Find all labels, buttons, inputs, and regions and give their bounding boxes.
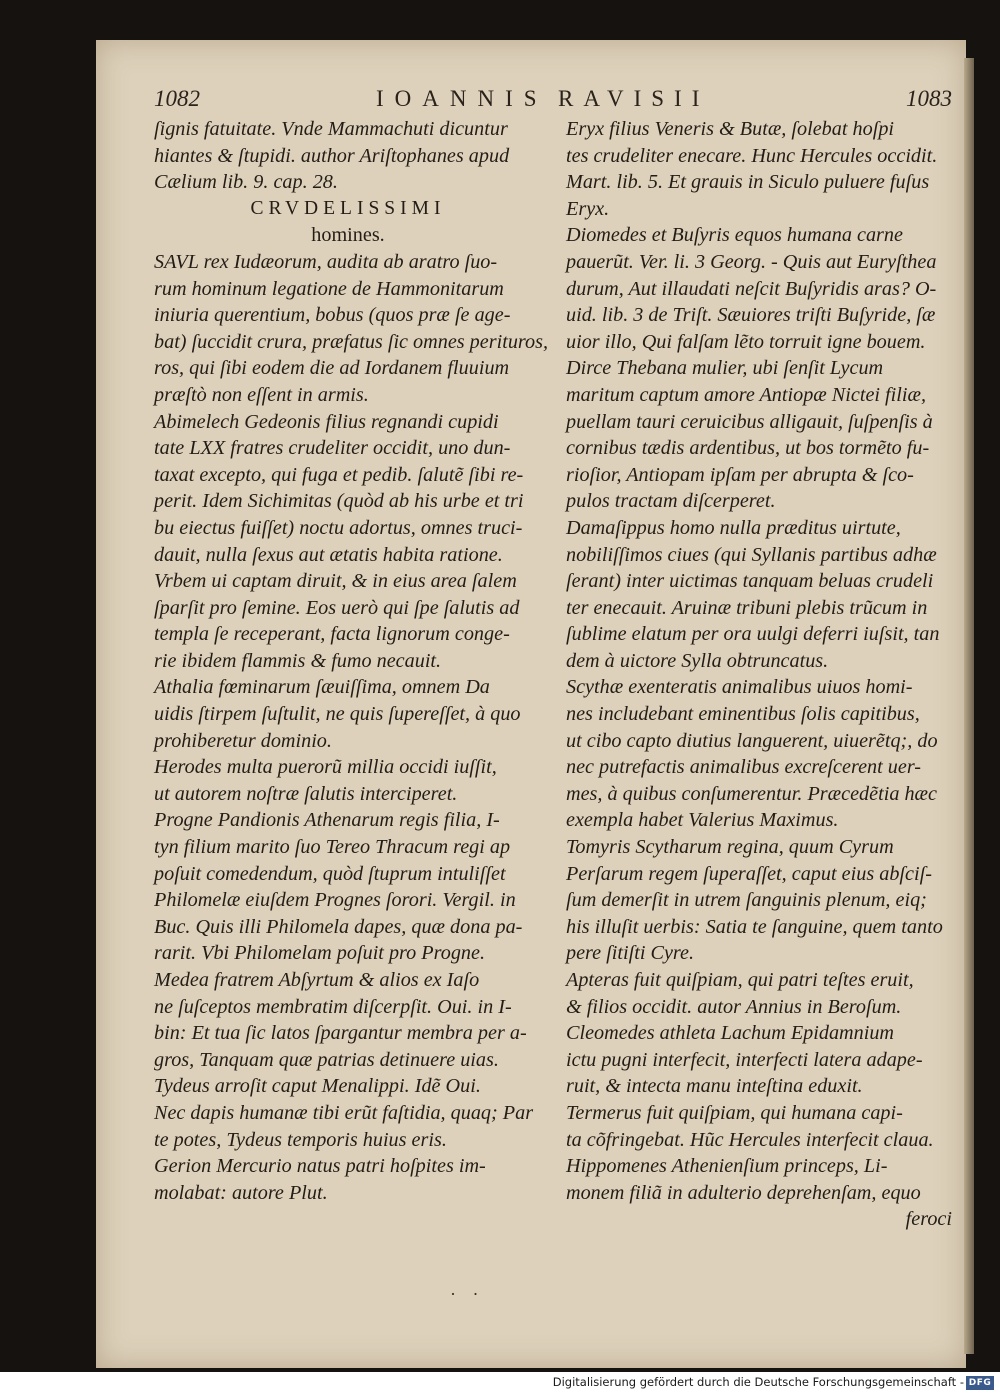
folio-right: 1083 <box>906 86 952 111</box>
text-column-right <box>566 116 952 1233</box>
text-line: Philomelæ eiuſdem Prognes ſorori. Vergil. in <box>154 889 516 912</box>
text-line: Cælium lib. 9. cap. 28. <box>154 171 338 194</box>
text-line: ſignis fatuitate. Vnde Mammachuti dicuntur <box>154 118 508 140</box>
footer-credit: Digitalisierung gefördert durch die Deutsche Forschungsgemeinschaft - <box>552 1375 964 1389</box>
text-line: cornibus tædis ardentibus, ut bos tormẽto fu- <box>566 437 930 460</box>
text-line: bat) ſuccidit crura, præfatus ſic omnes perituros, <box>154 330 549 353</box>
text-line: Medea fratrem Abſyrtum & alios ex Iaſo <box>154 969 480 991</box>
text-line: Dirce Thebana mulier, ubi ſenſit Lycum <box>566 357 884 380</box>
text-line: uidis ſtirpem ſuſtulit, ne quis ſupereſſet, à quo <box>154 703 521 726</box>
text-line: bin: Et tua ſic latos ſpargantur membra per a- <box>154 1022 527 1045</box>
text-line: his illuſit uerbis: Satia te ſanguine, quem tanto <box>566 915 943 938</box>
text-line: rie ibidem flammis & fumo necauit. <box>154 649 442 672</box>
text-line: maritum captum amore Antiopæ Nictei filiæ, <box>566 383 927 406</box>
text-line: pauerũt. Ver. li. 3 Georg. - Quis aut Euryſthea <box>566 250 937 273</box>
page-edge <box>964 58 974 1354</box>
text-line: iniuria querentium, bobus (quos præ ſe age- <box>154 304 511 327</box>
text-line: gros, Tanquam quæ patrias detinuere uias. <box>154 1048 499 1071</box>
text-line: monem filiã in adulterio deprehenſam, equo <box>566 1181 921 1204</box>
text-line: præſtò non eſſent in armis. <box>154 383 369 406</box>
text-line: ter enecauit. Aruinæ tribuni plebis trũcum in <box>566 596 928 619</box>
text-line: ſerant) inter uictimas tanquam beluas crudeli <box>566 570 934 593</box>
text-line: dem à uictore Sylla obtruncatus. <box>566 649 829 672</box>
text-line: ſum demerſit in utrem ſanguinis plenum, eiq; <box>566 889 927 912</box>
text-line: perit. Idem Sichimitas (quòd ab his urbe et tri <box>154 490 524 513</box>
text-line: ut cibo capto diutius languerent, uiuerẽtq;, do <box>566 729 938 752</box>
text-line: ne ſuſceptos membratim diſcerpſit. Oui. in I- <box>154 995 512 1018</box>
text-line: Nec dapis humanæ tibi erũt faſtidia, quaq; Par <box>154 1101 534 1124</box>
text-line: ruit, & intecta manu inteſtina eduxit. <box>566 1075 863 1098</box>
text-line: Eryx filius Veneris & Butæ, ſolebat hoſpi <box>566 118 895 140</box>
text-line: uid. lib. 3 de Triſt. Sæuiores triſti Buſyride, ſæ <box>566 304 936 327</box>
text-line: ta cõfringebat. Hũc Hercules interfecit claua. <box>566 1128 934 1151</box>
text-line: rum hominum legatione de Hammonitarum <box>154 277 504 300</box>
text-line: tes crudeliter enecare. Hunc Hercules occidit. <box>566 144 938 167</box>
text-line: Gerion Mercurio natus patri hoſpites im- <box>154 1155 486 1178</box>
text-line: Scythæ exenteratis animalibus uiuos homi- <box>566 676 913 699</box>
text-line: templa ſe receperant, facta lignorum conge- <box>154 623 510 646</box>
text-line: ros, qui ſibi eodem die ad Iordanem fluuium <box>154 357 510 380</box>
text-line: Progne Pandionis Athenarum regis filia, I- <box>154 809 500 832</box>
text-line: Eryx. <box>566 197 610 220</box>
text-line: CRVDELISSIMI <box>250 197 446 219</box>
text-line: Perſarum regem ſuperaſſet, caput eius abſciſ- <box>566 862 932 885</box>
text-line: Vrbem ui captam diruit, & in eius area ſalem <box>154 570 517 593</box>
text-line: Damaſippus homo nulla præditus uirtute, <box>566 516 901 539</box>
text-line: Athalia fœminarum ſæuiſſima, omnem Da <box>154 676 490 699</box>
text-line: Diomedes et Buſyris equos humana carne <box>566 224 903 247</box>
text-line: feroci <box>905 1208 952 1231</box>
text-line: ut autorem noſtræ ſalutis interciperet. <box>154 782 458 805</box>
running-head-author-first: IOANNIS <box>376 86 548 111</box>
text-line: hiantes & ſtupidi. author Ariſtophanes apud <box>154 144 510 167</box>
text-line: Hippomenes Athenienſium princeps, Li- <box>566 1155 888 1178</box>
text-line: bu eiectus fuiſſet) noctu adortus, omnes truci- <box>154 516 523 539</box>
text-line: pulos tractam diſcerperet. <box>566 490 776 513</box>
running-head <box>154 86 952 116</box>
text-line: mes, à quibus conſumerentur. Præcedẽtia hæc <box>566 782 937 805</box>
text-line: dauit, nulla ſexus aut ætatis habita ratione. <box>154 543 503 566</box>
text-line: te potes, Tydeus temporis huius eris. <box>154 1128 447 1151</box>
text-line: SAVL rex Iudæorum, audita ab aratro ſuo- <box>154 250 498 273</box>
text-line: Apteras fuit quiſpiam, qui patri teſtes eruit, <box>566 969 914 991</box>
text-line: durum, Aut illaudati neſcit Buſyridis aras? O- <box>566 277 937 300</box>
text-line: tate LXX fratres crudeliter occidit, uno dun- <box>154 437 511 460</box>
text-line: puellam tauri ceruicibus alligauit, ſuſpenſis à <box>566 410 933 433</box>
text-line: uior illo, Qui falſam lẽto torruit igne bouem. <box>566 330 926 353</box>
text-line: tyn filium marito ſuo Tereo Thracum regi ap <box>154 836 511 859</box>
running-head-author-last: RAVISII <box>558 86 710 111</box>
text-line: pere ſitiſti Cyre. <box>566 942 695 965</box>
text-line: taxat excepto, qui fuga et pedib. ſalutẽ ſibi re- <box>154 463 524 486</box>
text-line: ictu pugni interfecit, interfecti latera adape- <box>566 1048 923 1071</box>
text-line: Abimelech Gedeonis filius regnandi cupidi <box>154 410 499 433</box>
text-line: exempla habet Valerius Maximus. <box>566 809 839 832</box>
text-line: Cleomedes athleta Lachum Epidamnium <box>566 1022 895 1045</box>
text-line: nes includebant eminentibus ſolis capitibus, <box>566 703 920 726</box>
text-line: poſuit comedendum, quòd ſtuprum intuliſſet <box>154 862 506 885</box>
text-line: & filios occidit. autor Annius in Beroſum. <box>566 995 902 1018</box>
text-line: nec putrefactis animalibus excreſcerent uer- <box>566 756 922 779</box>
text-line: molabat: autore Plut. <box>154 1181 328 1204</box>
text-line: Herodes multa puerorũ millia occidi iuſſit, <box>154 756 497 779</box>
text-column-left <box>154 116 549 1206</box>
text-line: Mart. lib. 5. Et grauis in Siculo puluere fuſus <box>566 171 930 194</box>
folio-left: 1082 <box>154 86 200 111</box>
text-line: nobiliſſimos ciues (qui Syllanis partibus adhæ <box>566 543 937 566</box>
text-line: ſparſit pro ſemine. Eos uerò qui ſpe ſalutis ad <box>154 596 520 619</box>
text-line: ſublime elatum per ora uulgi deferri iuſsit, tan <box>566 623 940 646</box>
text-line: Buc. Quis illi Philomela dapes, quæ dona pa- <box>154 915 523 938</box>
text-line: Termerus fuit quiſpiam, qui humana capi- <box>566 1101 903 1124</box>
text-line: Tomyris Scytharum regina, quum Cyrum <box>566 836 894 859</box>
text-line: Tydeus arroſit caput Menalippi. Idẽ Oui. <box>154 1075 481 1098</box>
digitization-footer <box>0 1372 1000 1394</box>
text-line: rarit. Vbi Philomelam poſuit pro Progne. <box>154 942 486 965</box>
text-line: prohiberetur dominio. <box>154 729 332 752</box>
ink-marks: · · <box>450 1284 485 1304</box>
dfg-logo-icon: DFG <box>966 1376 994 1390</box>
text-line: homines. <box>311 224 385 247</box>
text-line: rioſior, Antiopam ipſam per abrupta & ſco- <box>566 463 914 486</box>
